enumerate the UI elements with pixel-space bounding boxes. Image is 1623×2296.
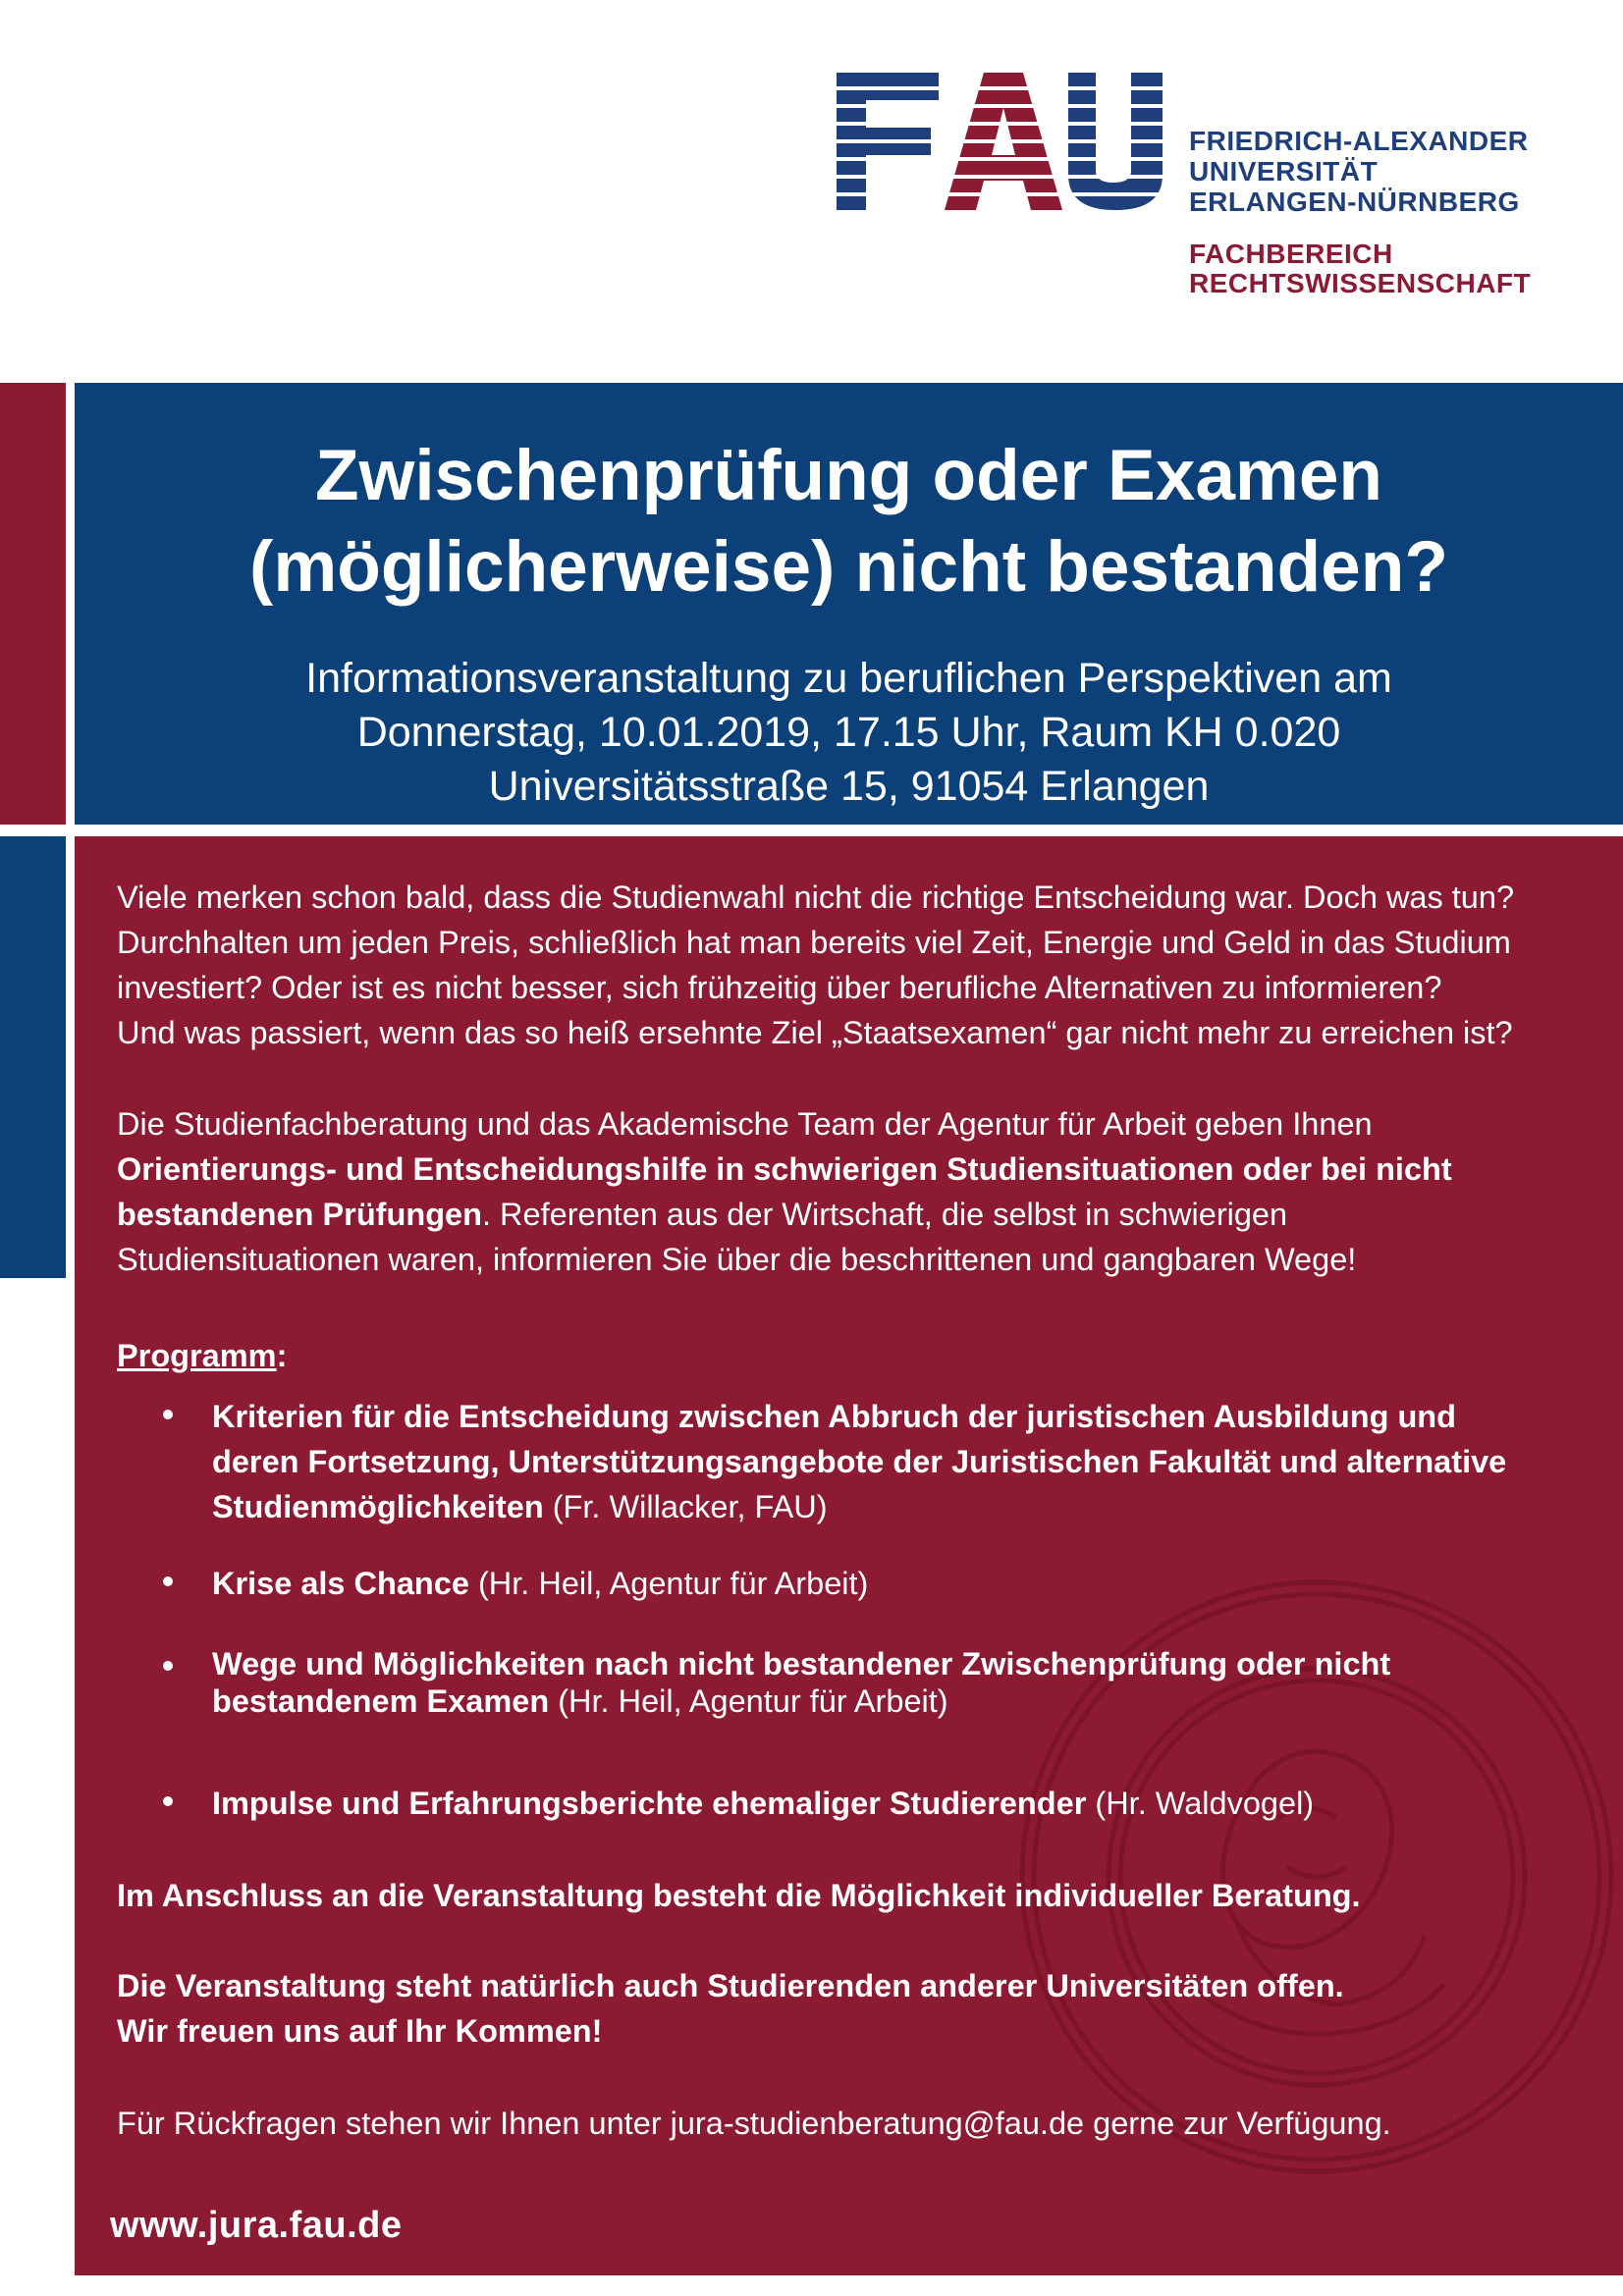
event-details <box>75 652 1623 814</box>
bullet-icon <box>163 1576 173 1586</box>
program-item-line: deren Fortsetzung, Unterstützungsangebote der Juristischen Fakultät und alternative <box>212 1444 1507 1479</box>
event-details-line: Informationsveranstaltung zu beruflichen Perspektiven am <box>305 655 1392 702</box>
consultation-note <box>117 1873 1590 1918</box>
program-heading-colon: : <box>276 1338 288 1373</box>
program-item-bold: Krise als Chance <box>212 1566 469 1601</box>
open-invitation-line: Wir freuen uns auf Ihr Kommen! <box>117 2013 603 2049</box>
side-bar-blue <box>0 836 66 1278</box>
event-details-line: Donnerstag, 10.01.2019, 17.15 Uhr, Raum KH 0.020 <box>356 709 1341 756</box>
event-details-line: Universitätsstraße 15, 91054 Erlangen <box>488 763 1210 810</box>
intro-line: Durchhalten um jeden Preis, schließlich hat man bereits viel Zeit, Energie und Geld in das Studium <box>117 925 1511 960</box>
program-item-line <box>212 1561 868 1606</box>
program-item-bold: Studienmöglichkeiten <box>212 1489 544 1524</box>
faculty-name-line: RECHTSWISSENSCHAFT <box>1189 268 1532 298</box>
bullet-icon <box>163 1410 173 1419</box>
page-title <box>75 430 1623 613</box>
content-panel <box>75 836 1623 2275</box>
program-item-speaker: (Hr. Waldvogel) <box>1086 1786 1315 1821</box>
open-invitation <box>117 1963 1590 2054</box>
support-line-rest: . Referenten aus der Wirtschaft, die selbst in schwierigen <box>481 1197 1288 1232</box>
program-item-line <box>212 1484 1506 1529</box>
side-bar-red <box>0 383 66 825</box>
contact-line: Für Rückfragen stehen wir Ihnen unter jura-studienberatung@fau.de gerne zur Verfügung. <box>117 2106 1391 2141</box>
program-heading <box>117 1333 1590 1378</box>
program-item-text <box>212 1561 868 1606</box>
intro-line: Viele merken schon bald, dass die Studienwahl nicht die richtige Entscheidung war. Doch was tun? <box>117 880 1515 915</box>
title-panel <box>75 383 1623 825</box>
title-line: (möglicherweise) nicht bestanden? <box>249 527 1448 607</box>
title-line: Zwischenprüfung oder Examen <box>314 436 1383 515</box>
intro-line: investiert? Oder ist es nicht besser, sich frühzeitig über berufliche Alternativen zu informieren? <box>117 970 1442 1005</box>
support-line <box>117 1192 1590 1237</box>
intro-line: Und was passiert, wenn das so heiß ersehnte Ziel „Staatsexamen“ gar nicht mehr zu erreichen ist? <box>117 1015 1513 1050</box>
program-item-bold: Impulse und Erfahrungsberichte ehemaliger Studierender <box>212 1786 1087 1821</box>
website-link[interactable]: www.jura.fau.de <box>110 2205 403 2246</box>
program-item-text <box>212 1394 1506 1529</box>
bullet-icon <box>163 1796 173 1806</box>
support-line-bold: Orientierungs- und Entscheidungshilfe in schwierigen Studiensituationen oder bei nicht <box>117 1151 1452 1187</box>
program-item-line <box>212 1682 1390 1720</box>
support-line: Studiensituationen waren, informieren Sie über die beschrittenen und gangbaren Wege! <box>117 1242 1357 1277</box>
faculty-name <box>1189 240 1531 298</box>
intro-paragraph <box>117 875 1590 1055</box>
university-name-line: ERLANGEN-NÜRNBERG <box>1189 187 1520 217</box>
program-item-line: Kriterien für die Entscheidung zwischen Abbruch der juristischen Ausbildung und <box>212 1399 1457 1434</box>
university-name-line: UNIVERSITÄT <box>1189 156 1379 187</box>
fau-logo <box>837 73 1163 210</box>
open-invitation-line: Die Veranstaltung steht natürlich auch Studierenden anderer Universitäten offen. <box>117 1968 1344 2003</box>
program-item-text <box>212 1645 1390 1720</box>
university-name <box>1189 126 1529 217</box>
program-item-line <box>212 1781 1314 1826</box>
program-item-line: Wege und Möglichkeiten nach nicht bestandener Zwischenprüfung oder nicht <box>212 1646 1391 1682</box>
university-name-line: FRIEDRICH-ALEXANDER <box>1189 126 1529 156</box>
consultation-line: Im Anschluss an die Veranstaltung besteht die Möglichkeit individueller Beratung. <box>117 1878 1361 1913</box>
program-heading-text: Programm <box>117 1338 277 1373</box>
contact-note <box>117 2101 1590 2146</box>
support-line: Die Studienfachberatung und das Akademische Team der Agentur für Arbeit geben Ihnen <box>117 1106 1373 1142</box>
program-item-speaker: (Hr. Heil, Agentur für Arbeit) <box>468 1566 869 1601</box>
faculty-name-line: FACHBEREICH <box>1189 239 1393 269</box>
program-item-bold: bestandenem Examen <box>212 1683 550 1719</box>
program-item-speaker: (Hr. Heil, Agentur für Arbeit) <box>549 1683 948 1719</box>
support-paragraph <box>117 1101 1590 1282</box>
program-item-speaker: (Fr. Willacker, FAU) <box>543 1489 828 1524</box>
support-emphasis: bestandenen Prüfungen <box>117 1197 482 1232</box>
bullet-icon <box>163 1661 173 1671</box>
program-item-text <box>212 1781 1314 1826</box>
